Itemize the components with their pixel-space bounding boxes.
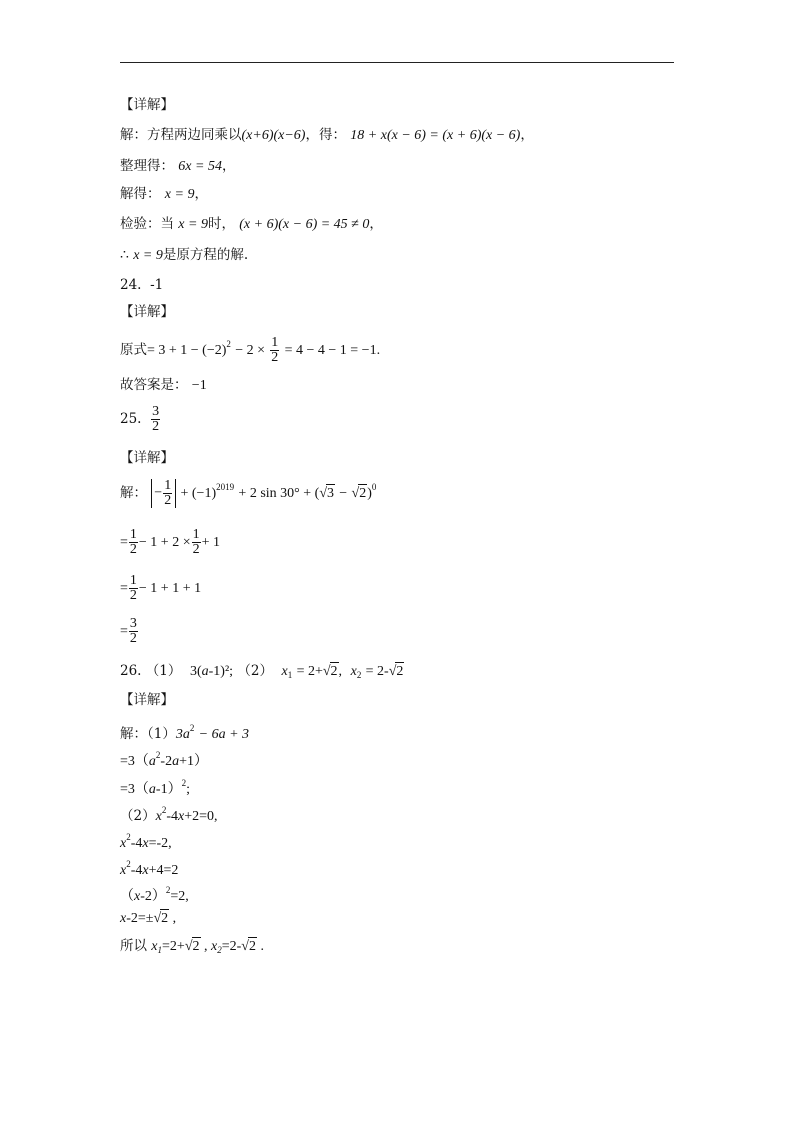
math: − — [339, 486, 348, 501]
math: 3a — [175, 727, 190, 742]
radicand: 2 — [330, 664, 338, 679]
text: 原式 — [120, 342, 147, 358]
math: x — [120, 911, 127, 926]
p26-line-1 — [120, 719, 249, 744]
p25-line-3 — [120, 574, 201, 603]
math: x — [155, 809, 162, 824]
math: − 1 + 1 + 1 — [138, 581, 202, 596]
denominator: 2 — [164, 493, 172, 508]
math: （ — [120, 889, 134, 904]
math: 0 — [371, 482, 377, 492]
text: 是原方程的解. — [162, 247, 249, 263]
math: = — [120, 624, 128, 639]
math: 2 — [126, 832, 131, 842]
text: （2） — [120, 808, 156, 824]
math: 1 — [157, 945, 163, 955]
math: x — [120, 836, 127, 851]
math: 6x = 54 — [178, 159, 222, 174]
p26-line-4 — [120, 801, 218, 826]
sqrt-3: √3 — [319, 486, 334, 501]
math: x — [350, 664, 357, 679]
denominator: 2 — [192, 542, 200, 557]
text: 解：方程两边同乘以 — [120, 127, 242, 143]
fraction — [192, 528, 201, 557]
fraction — [163, 479, 172, 508]
text: 时， — [207, 216, 235, 232]
math: =2+ — [162, 939, 185, 954]
math: x = 9 — [164, 187, 195, 202]
p23-line-2 — [120, 157, 235, 176]
p26-line-7 — [120, 881, 189, 906]
math: x = 9 — [133, 248, 163, 263]
math: 2 — [226, 339, 231, 349]
math: -2 — [160, 754, 173, 769]
sqrt-2: √2 — [241, 939, 256, 954]
math: 2 — [189, 723, 195, 733]
fraction — [129, 528, 138, 557]
header-rule — [120, 62, 674, 63]
math: = — [120, 581, 128, 596]
p23-line-1 — [120, 126, 534, 145]
p25-line-2 — [120, 528, 220, 557]
math: =-2, — [148, 836, 172, 851]
math: = 2- — [365, 664, 389, 679]
math: ∴ — [120, 248, 129, 263]
text: 检验：当 — [120, 216, 174, 232]
text: 解：（1） — [120, 726, 176, 742]
fraction — [129, 617, 138, 646]
math: 18 + x(x − 6) = (x + 6)(x − 6) — [350, 128, 521, 143]
p26-line-6 — [120, 855, 178, 880]
p25-answer — [120, 405, 161, 434]
p26-line-8 — [120, 909, 176, 928]
part-label: （2） — [237, 663, 273, 679]
math: x = 9 — [178, 217, 208, 232]
p23-line-3 — [120, 185, 208, 204]
math: , — [169, 911, 177, 926]
math: =2- — [221, 939, 242, 954]
answer: -1 — [150, 277, 164, 293]
denominator: 2 — [129, 631, 137, 646]
math: -1） — [155, 782, 182, 797]
text: 故答案是： — [120, 377, 188, 393]
math: + (−1) — [180, 486, 217, 501]
math: , — [338, 664, 343, 679]
math: +4=2 — [148, 863, 179, 878]
math: -2=± — [126, 911, 154, 926]
math: -4 — [130, 863, 143, 878]
math: ; — [186, 782, 190, 797]
math: (x + 6)(x − 6) = 45 ≠ 0 — [239, 217, 370, 232]
math: . — [256, 939, 264, 954]
question-number: 25. — [120, 411, 142, 427]
sqrt-2: √2 — [153, 911, 169, 926]
math: x — [142, 863, 149, 878]
text: ， — [221, 158, 236, 174]
detail-heading-25: 【详解】 — [120, 450, 174, 466]
math: 2019 — [216, 482, 235, 492]
detail-heading-26: 【详解】 — [120, 692, 174, 708]
math: − 6a + 3 — [198, 727, 250, 742]
math: − 2 × — [235, 343, 265, 358]
math: +1） — [179, 754, 208, 769]
text: ，得： — [305, 127, 346, 143]
question-number: 26. — [120, 663, 142, 679]
radicand: 2 — [396, 664, 404, 679]
math: 2 — [181, 778, 187, 788]
math: = 4 − 4 − 1 = −1. — [284, 343, 381, 358]
answer-fraction — [151, 405, 160, 434]
p26-line-9 — [120, 937, 264, 959]
p26-answer — [120, 662, 404, 684]
p23-line-4 — [120, 215, 383, 234]
math: , — [200, 939, 211, 954]
math: ) — [367, 486, 372, 501]
sqrt-2: √2 — [184, 939, 200, 954]
absolute-value — [151, 479, 176, 508]
math: 1 — [287, 670, 293, 680]
math: a — [201, 664, 209, 679]
math: -4 — [166, 809, 178, 824]
numerator: 1 — [192, 527, 200, 542]
numerator: 1 — [129, 573, 137, 588]
text: ， — [369, 216, 383, 232]
math: -2） — [140, 889, 166, 904]
math: =3（ — [120, 782, 149, 797]
radicand: 2 — [359, 486, 367, 501]
denominator: 2 — [129, 588, 137, 603]
math: − 1 + 2 × — [138, 535, 191, 550]
detail-heading-23: 【详解】 — [120, 97, 174, 113]
math: − — [154, 485, 163, 501]
numerator: 3 — [129, 616, 137, 631]
math: + 1 — [201, 535, 220, 550]
math: =2, — [170, 889, 189, 904]
math: -4 — [130, 836, 143, 851]
denominator: 2 — [152, 419, 160, 434]
math: +2=0, — [184, 809, 218, 824]
math: 2 — [217, 945, 222, 955]
text: 解： — [120, 485, 147, 501]
denominator: 2 — [129, 542, 137, 557]
radicand: 2 — [248, 939, 256, 954]
math: x — [281, 664, 288, 679]
question-number: 24. — [120, 277, 142, 293]
math: −1 — [191, 378, 207, 393]
numerator: 1 — [271, 335, 279, 350]
math: x — [120, 863, 127, 878]
math: a — [148, 782, 156, 797]
math: -1)²; — [208, 664, 234, 679]
p26-line-2 — [120, 746, 208, 771]
math: (x+6)(x−6) — [241, 128, 306, 143]
math: = — [120, 535, 128, 550]
text: 整理得： — [120, 158, 174, 174]
p26-line-5 — [120, 828, 172, 853]
math: x — [142, 836, 149, 851]
sqrt-2: √2 — [322, 664, 338, 679]
math: + 2 sin 30° + ( — [238, 486, 320, 501]
p25-line-1 — [120, 478, 376, 508]
p25-line-4 — [120, 617, 139, 646]
math: 2 — [356, 670, 362, 680]
p24-answer — [120, 276, 163, 294]
math: = 3 + 1 − (−2) — [147, 343, 227, 358]
math: a — [148, 754, 156, 769]
p23-line-5 — [120, 246, 248, 265]
radicand: 2 — [192, 939, 200, 954]
numerator: 1 — [164, 478, 172, 493]
math: 3( — [189, 664, 202, 679]
detail-heading-24: 【详解】 — [120, 304, 174, 320]
math: a — [172, 754, 180, 769]
numerator: 3 — [152, 404, 160, 419]
fraction — [129, 574, 138, 603]
math: x — [151, 939, 158, 954]
text: ， — [520, 127, 534, 143]
p24-line-1 — [120, 335, 380, 365]
sqrt-2: √2 — [351, 486, 367, 501]
math: 2 — [161, 805, 167, 815]
numerator: 1 — [129, 527, 137, 542]
radicand: 2 — [161, 911, 169, 926]
math: x — [211, 939, 218, 954]
math: 2 — [126, 859, 131, 869]
math: x — [177, 809, 185, 824]
math: =3（ — [120, 754, 149, 769]
math: 2 — [155, 750, 161, 760]
p24-line-2 — [120, 376, 207, 395]
p26-line-3 — [120, 774, 190, 799]
math: = 2+ — [296, 664, 323, 679]
text: 解得： — [120, 186, 161, 202]
math: x — [134, 889, 141, 904]
denominator: 2 — [271, 350, 279, 365]
radicand: 3 — [327, 486, 334, 501]
sqrt-2: √2 — [388, 664, 404, 679]
text: 所以 — [120, 938, 152, 954]
part-label: （1） — [145, 663, 182, 679]
math: 2 — [165, 885, 171, 895]
text: ， — [194, 186, 208, 202]
fraction — [270, 336, 279, 365]
